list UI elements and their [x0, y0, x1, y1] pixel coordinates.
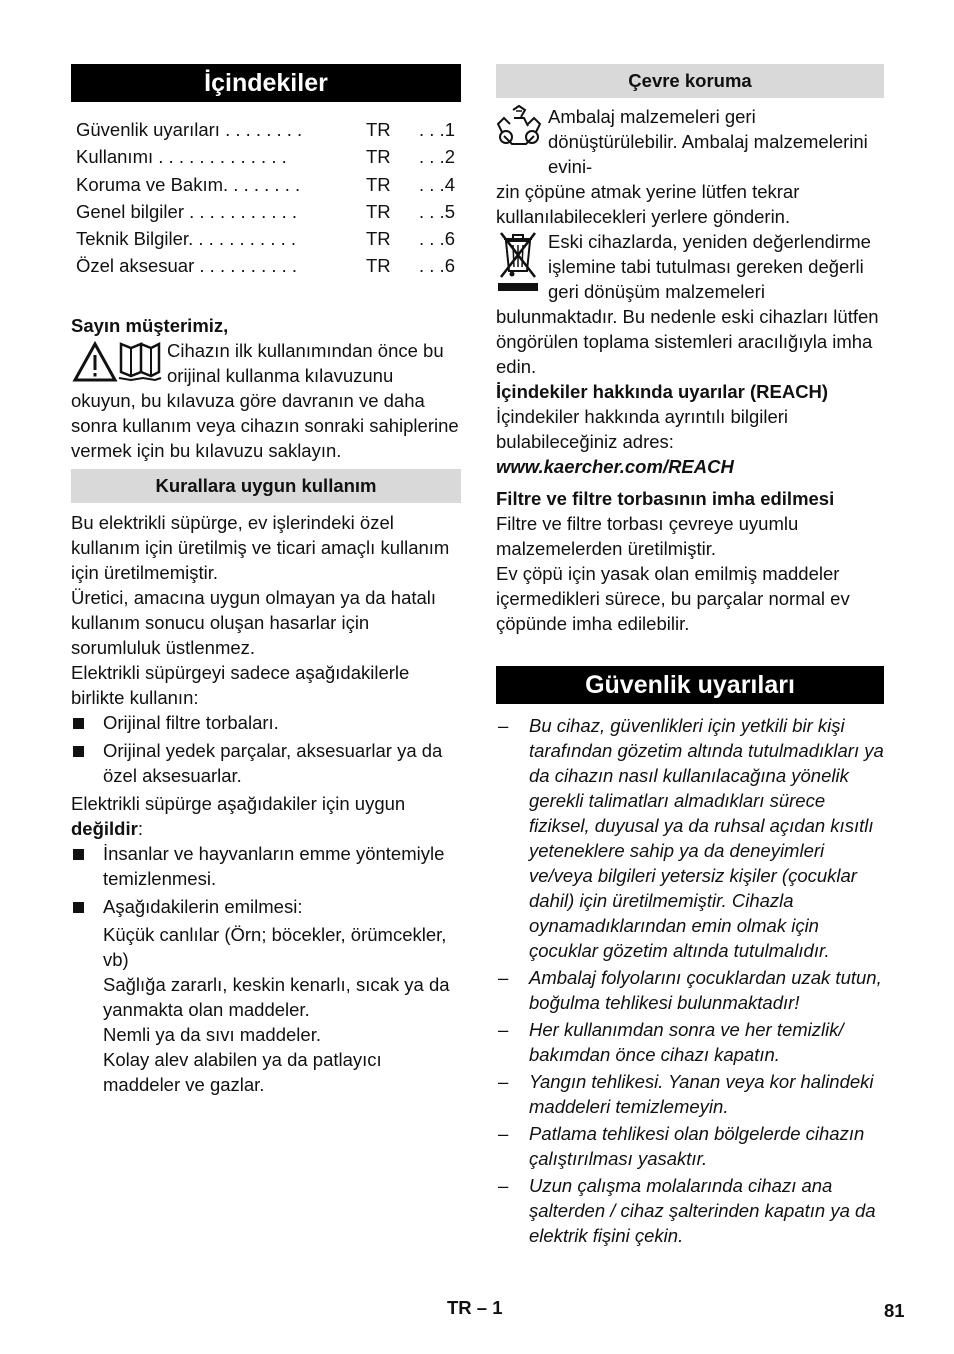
intro-block: [71, 338, 461, 388]
usage-paragraph: Elektrikli süpürgeyi sadece aşağıdakilerle birlikte kullanın:: [71, 661, 410, 708]
list-item: – Patlama tehlikesi olan bölgelerde cihazın çalıştırılması yasaktır.: [496, 1121, 884, 1171]
list-item: İnsanlar ve hayvanların emme yöntemiyle temizlenmesi.: [71, 841, 461, 891]
toc-row[interactable]: Genel bilgiler . . . . . . . . . . . TR . . .5: [76, 200, 455, 222]
weee-text-rest: bulunmaktadır. Bu nedenle eski cihazları lütfen öngörülen toplama sistemleri aracılığıyla imha edin.: [496, 306, 879, 377]
list-item: – Her kullanımdan sonra ve her temizlik/ bakımdan önce cihazı kapatın.: [496, 1017, 884, 1067]
not-for-paragraph: Elektrikli süpürge aşağıdakiler için uygun değildir:: [71, 792, 406, 839]
page-number: 81: [884, 1300, 905, 1321]
toc-table: [71, 116, 455, 280]
right-column: [496, 64, 884, 1250]
recycle-block: [496, 104, 884, 179]
intro-text-rest: okuyun, bu kılavuza göre davranın ve daha sonra kullanım veya cihazın sonraki sahiplerine vermek için bu kılavuzu saklayın.: [71, 389, 459, 461]
sub-item-group: [71, 922, 461, 1097]
footer-language-code: TR – 1: [447, 1297, 503, 1318]
sub-item: Küçük canlılar (Örn; böcekler, örümcekler, vb): [103, 923, 447, 970]
usage-paragraph: Bu elektrikli süpürge, ev işlerindeki özel kullanım için üretilmiş ve ticari amaçlı kullanım için üretilmemiştir.: [71, 511, 450, 583]
recycle-text-rest: zin çöpüne atmak yerine lütfen tekrar kullanılabilecekleri yerlere gönderin.: [496, 181, 800, 227]
greeting: Sayın müşterimiz,: [71, 314, 229, 336]
usage-heading: Kurallara uygun kullanım: [71, 469, 461, 503]
reach-heading: İçindekiler hakkında uyarılar (REACH): [496, 381, 829, 402]
list-item: – Ambalaj folyolarını çocuklardan uzak tutun, boğulma tehlikesi bulunmaktadır!: [496, 965, 884, 1015]
list-item: Orijinal filtre torbaları.: [71, 710, 461, 735]
not-for-list: [71, 841, 461, 919]
list-item: – Bu cihaz, güvenlikleri için yetkili bir kişi tarafından gözetim altında tutulmadıkları ya da cihazın nasıl kullanılacağına yönelik gerekli talimatları almadıkları sürece fiziksel, duyusal ya da ruhsal açıdan kısıtlı yeteneklere sahip ya da deneyimleri ve/veya bilgileri yetersiz kişiler (çocuklar dahil) için üretilmemiştir. Cihazla oynamadıklarından emin olmak için çocuklar gözetim altında tutulmalıdır.: [496, 713, 884, 963]
sub-item: Kolay alev alabilen ya da patlayıcı maddeler ve gazlar.: [103, 1048, 382, 1095]
toc-heading: İçindekiler: [71, 64, 461, 102]
warning-manual-icon: [71, 338, 167, 388]
recycle-icon: [496, 104, 548, 154]
weee-block: [496, 229, 884, 304]
toc-row[interactable]: Teknik Bilgiler. . . . . . . . . . . TR . . .6: [76, 228, 455, 250]
weee-text: Eski cihazlarda, yeniden değerlendirme işlemine tabi tutulması gereken değerli geri dönüşüm malzemeleri: [548, 231, 871, 302]
toc-row[interactable]: Özel aksesuar . . . . . . . . . . TR . . .6: [76, 255, 455, 277]
intro-text: Cihazın ilk kullanımından önce bu orijinal kullanma kılavuzunu: [167, 339, 444, 386]
toc-row[interactable]: Kullanımı . . . . . . . . . . . . . TR . . .2: [76, 146, 455, 168]
list-item: Aşağıdakilerin emilmesi:: [71, 894, 461, 919]
left-column: [71, 64, 461, 1097]
filter-paragraph: Ev çöpü için yasak olan emilmiş maddeler içermedikleri sürece, bu parçalar normal ev çöpünde imha edilebilir.: [496, 563, 850, 634]
list-item: – Uzun çalışma molalarında cihazı ana şalterden / cihaz şalterinden kapatın ya da elektrik fişini çekin.: [496, 1173, 884, 1248]
reach-text: İçindekiler hakkında ayrıntılı bilgileri bulabileceğiniz adres:: [496, 406, 789, 452]
environment-heading: Çevre koruma: [496, 64, 884, 98]
filter-heading: Filtre ve filtre torbasının imha edilmesi: [496, 488, 835, 509]
usage-list: [71, 710, 461, 788]
sub-item: Sağlığa zararlı, keskin kenarlı, sıcak ya da yanmakta olan maddeler.: [103, 973, 450, 1020]
toc-row[interactable]: Güvenlik uyarıları . . . . . . . . TR . . .1: [76, 119, 455, 140]
recycle-text: Ambalaj malzemeleri geri dönüştürülebilir. Ambalaj malzemelerini evini-: [548, 106, 868, 177]
reach-url-link[interactable]: www.kaercher.com/REACH: [496, 456, 734, 477]
crossed-bin-icon: [496, 229, 548, 304]
safety-heading: Güvenlik uyarıları: [496, 666, 884, 704]
filter-paragraph: Filtre ve filtre torbası çevreye uyumlu malzemelerden üretilmiştir.: [496, 513, 799, 559]
list-item: – Yangın tehlikesi. Yanan veya kor halindeki maddeleri temizlemeyin.: [496, 1069, 884, 1119]
safety-list: [496, 713, 884, 1248]
usage-paragraph: Üretici, amacına uygun olmayan ya da hatalı kullanım sonucu oluşan hasarlar için sorumluluk üstlenmez.: [71, 586, 437, 658]
sub-item: Nemli ya da sıvı maddeler.: [103, 1023, 321, 1045]
toc-row[interactable]: Koruma ve Bakım. . . . . . . . TR . . .4: [76, 173, 455, 195]
list-item: Orijinal yedek parçalar, aksesuarlar ya da özel aksesuarlar.: [71, 738, 461, 788]
